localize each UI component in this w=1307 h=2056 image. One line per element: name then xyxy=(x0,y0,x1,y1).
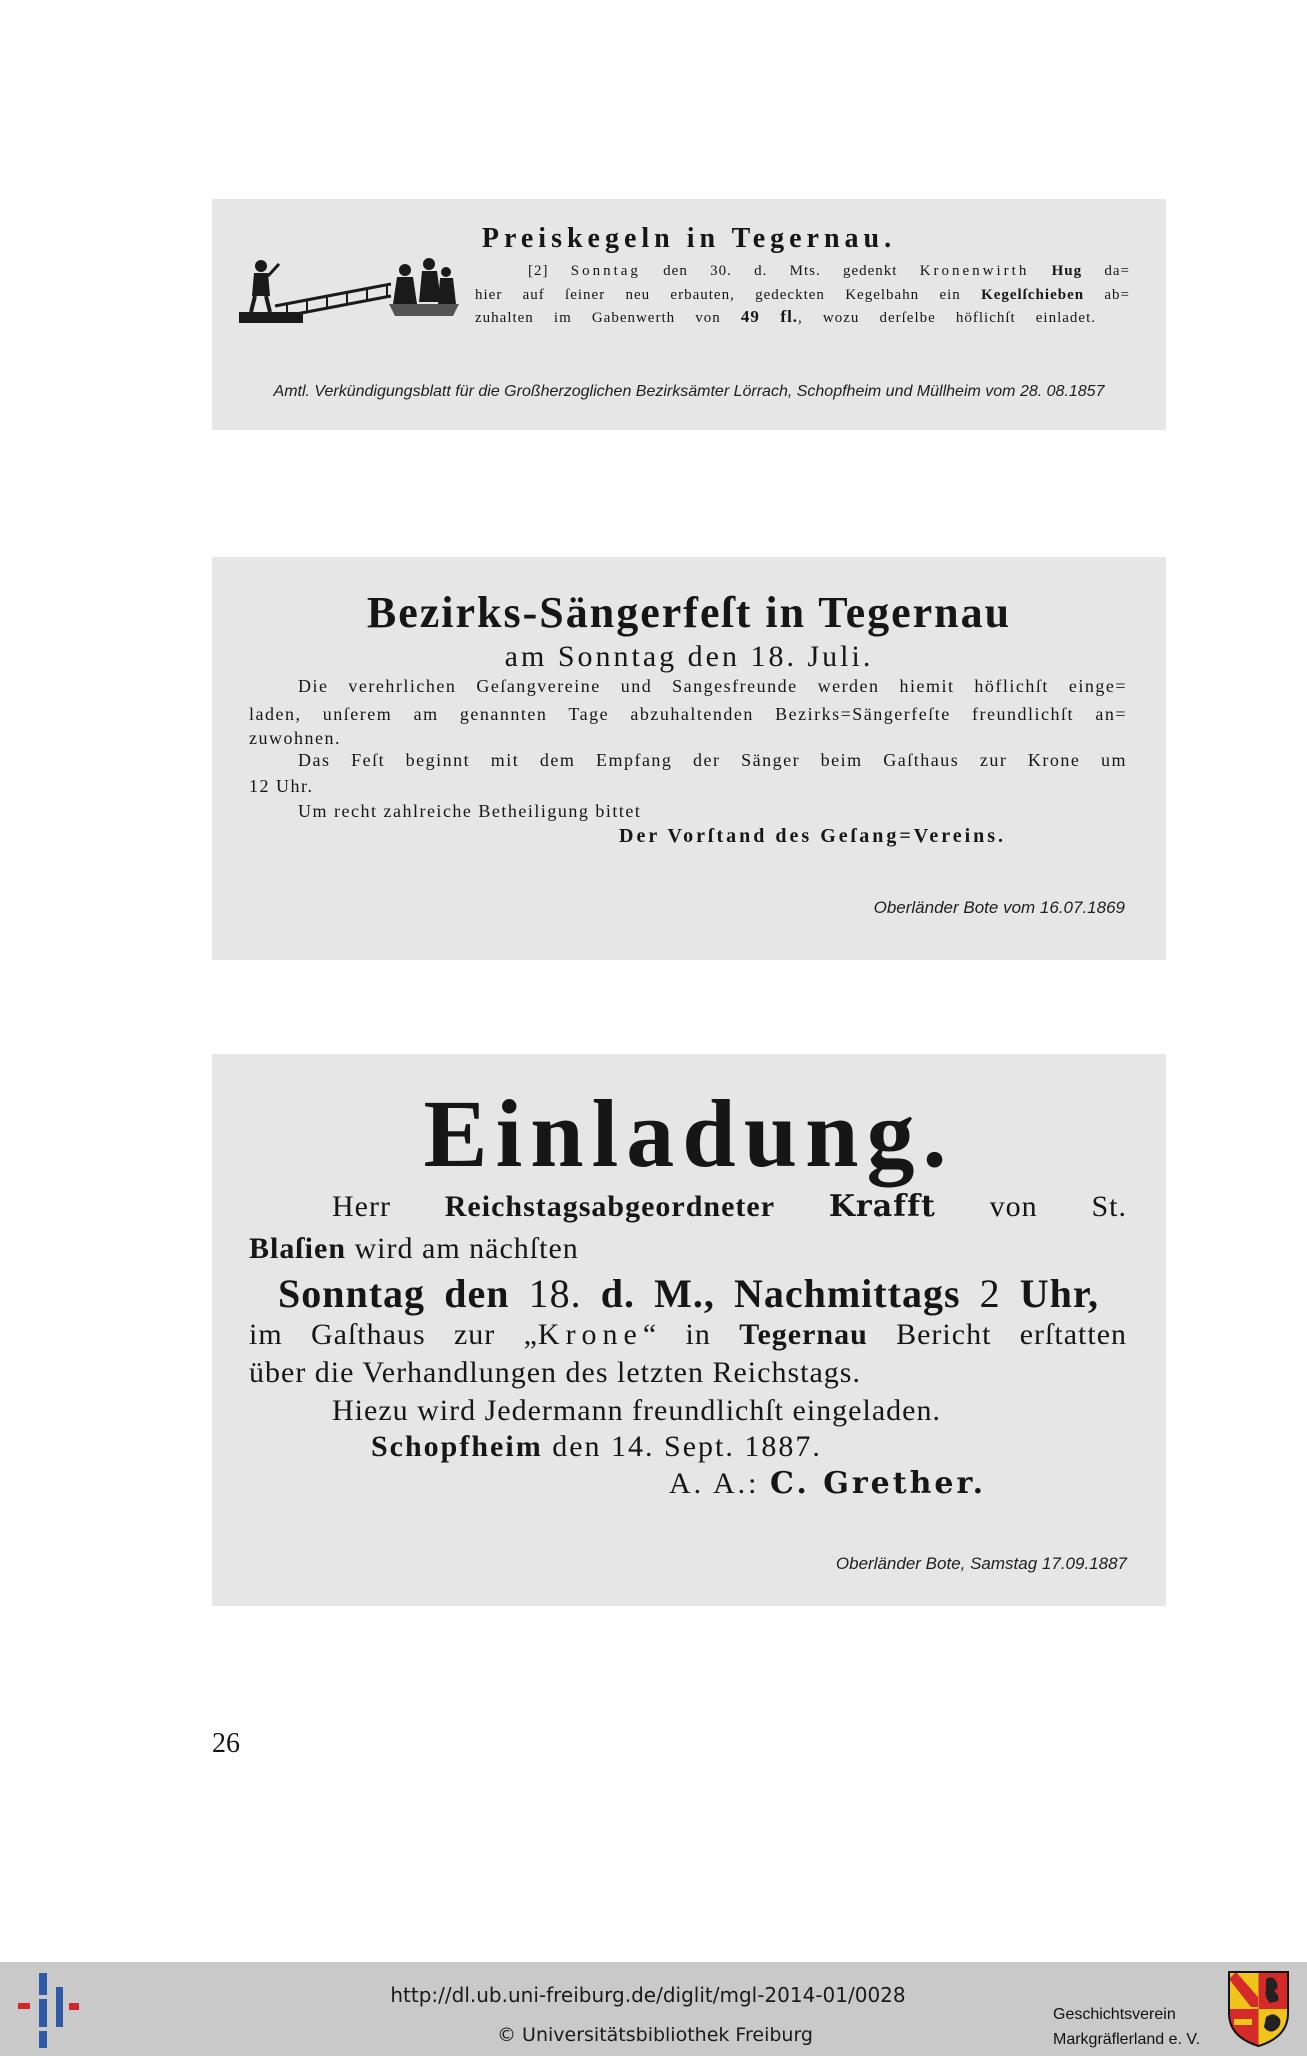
figure-body xyxy=(419,271,441,302)
text-segment: von St. xyxy=(935,1190,1127,1223)
crest-field xyxy=(1226,1969,1291,2049)
text-line xyxy=(332,1189,1127,1225)
text-segment: hier auf ſeiner neu erbauten, gedeckten Kegelbahn ein xyxy=(475,287,982,303)
text-segment: Krone xyxy=(537,1318,643,1351)
source-caption: Oberländer Bote, Samstag 17.09.1887 xyxy=(835,1554,1127,1573)
copyright-notice: © Universitätsbibliothek Freiburg xyxy=(497,2024,813,2046)
text-line: über die Verhandlungen des letzten Reichstags. xyxy=(249,1356,861,1389)
text-segment: Kronenwirth xyxy=(919,263,1030,279)
figure-head xyxy=(255,260,267,272)
text-line xyxy=(249,1317,1127,1353)
figure-leg xyxy=(251,296,255,312)
text-segment-bold: d. M., Nachmittags xyxy=(581,1271,980,1316)
clipping-einladung xyxy=(212,1054,1166,1606)
text-segment: den 14. Sept. 1887. xyxy=(542,1430,822,1463)
text-segment: Bericht erſtatten xyxy=(867,1318,1128,1351)
figure-head xyxy=(399,264,411,276)
logo-red-bar xyxy=(69,2003,79,2010)
clipping-saengerfest xyxy=(212,557,1166,960)
text-segment-bold: 49 fl. xyxy=(740,307,799,326)
crest-bar xyxy=(1234,2019,1252,2025)
text-segment: wird am nächſten xyxy=(346,1232,579,1265)
text-line: Das Feſt beginnt mit dem Empfang der Sänger beim Gaſthaus zur Krone um xyxy=(298,750,1127,770)
figure-arm xyxy=(268,264,279,276)
text-segment: den 30. d. Mts. gedenkt xyxy=(640,263,920,279)
text-line: zuwohnen. xyxy=(249,728,341,748)
lane-rail xyxy=(275,284,391,306)
signature: C. Grether. xyxy=(770,1466,987,1501)
text-segment xyxy=(775,1190,829,1223)
text-segment-bold: Reichstagsabgeordneter xyxy=(444,1190,776,1223)
coat-of-arms-icon xyxy=(1226,1969,1291,2049)
ground-shadow xyxy=(389,304,459,316)
text-segment-bold: Hug xyxy=(1051,263,1083,279)
text-segment: 2 xyxy=(979,1271,1001,1316)
crest-red-quarter xyxy=(1226,2009,1259,2049)
text-line xyxy=(528,260,1130,282)
text-segment xyxy=(1029,263,1051,279)
logo-blue-bar xyxy=(56,1987,63,2027)
text-segment: 18. xyxy=(528,1271,582,1316)
text-line xyxy=(249,1231,579,1267)
text-line: laden, unſerem am genannten Tage abzuhaltenden Bezirks=Sängerfeſte freundlichſt an= xyxy=(249,704,1127,724)
text-segment: da= xyxy=(1082,263,1130,279)
logo-red-bar xyxy=(18,2003,30,2009)
text-segment-bold: Uhr, xyxy=(1000,1271,1100,1316)
logo-blue-bar xyxy=(39,2031,47,2048)
text-segment: Herr xyxy=(332,1190,445,1223)
text-line xyxy=(278,1269,1099,1319)
text-segment: zuhalten im Gabenwerth von xyxy=(475,310,741,326)
text-segment-bold: Krafft xyxy=(828,1189,936,1224)
text-segment: im Gaſthaus zur „ xyxy=(249,1318,538,1351)
society-name-line1: Geschichtsverein xyxy=(1053,2006,1176,2023)
figure-body xyxy=(252,273,270,296)
text-line xyxy=(669,1466,986,1502)
figure-body xyxy=(438,278,456,304)
logo-blue-bar xyxy=(39,1973,47,1995)
lane-rail xyxy=(275,296,391,318)
spectator-group xyxy=(389,258,459,316)
text-segment-bold: Tegernau xyxy=(739,1318,868,1351)
footer-bar xyxy=(0,1962,1307,2056)
text-segment-bold: Sonntag den xyxy=(278,1271,529,1316)
clipping-subtitle: am Sonntag den 18. Juli. xyxy=(504,640,874,673)
text-segment-bold: Blaſien xyxy=(249,1232,347,1265)
ub-freiburg-logo-icon xyxy=(16,1973,80,2048)
text-segment: Sonntag xyxy=(570,263,641,279)
text-segment-bold: Kegelſchieben xyxy=(981,287,1085,303)
figure-body xyxy=(393,277,417,304)
text-line: Die verehrlichen Geſangvereine und Sangesfreunde werden hiemit höflichſt einge= xyxy=(298,676,1127,696)
text-line: Hiezu wird Jedermann freundlichſt eingeladen. xyxy=(332,1394,941,1427)
text-segment: , wozu derſelbe höflichſt einladet. xyxy=(798,310,1096,326)
clipping-title: Preiskegeln in Tegernau. xyxy=(481,223,897,254)
kegelbahn-illustration xyxy=(239,256,461,325)
text-segment: ab= xyxy=(1084,287,1130,303)
text-line xyxy=(475,284,1130,306)
page-number: 26 xyxy=(212,1728,240,1759)
bowler-figure xyxy=(251,260,279,312)
society-name-line2: Markgräflerland e. V. xyxy=(1053,2031,1201,2048)
text-segment: A. A.: xyxy=(669,1467,771,1500)
figure-leg xyxy=(266,296,270,312)
text-line: Um recht zahlreiche Betheiligung bittet xyxy=(298,801,642,821)
text-segment: “ in xyxy=(642,1318,740,1351)
figure-head xyxy=(423,258,435,270)
signature: Der Vorſtand des Geſang=Vereins. xyxy=(619,825,1007,847)
source-caption: Amtl. Verkündigungsblatt für die Großherzoglichen Bezirksämter Lörrach, Schopfheim und Müllheim vom 28. 08.1857 xyxy=(273,383,1105,400)
text-line xyxy=(475,306,1096,329)
clipping-title: Einladung. xyxy=(423,1080,955,1187)
figure-head xyxy=(441,267,451,277)
document-url-link[interactable]: http://dl.ub.uni-freiburg.de/diglit/mgl-2014-01/0028 xyxy=(390,1983,906,2007)
clipping-title: Bezirks-Sängerfeſt in Tegernau xyxy=(366,588,1012,637)
logo-blue-bar xyxy=(39,1999,47,2027)
text-segment-bold: Schopfheim xyxy=(371,1430,543,1463)
source-caption: Oberländer Bote vom 16.07.1869 xyxy=(873,898,1125,917)
text-line xyxy=(371,1429,822,1465)
text-segment: [2] xyxy=(528,263,571,279)
text-line: 12 Uhr. xyxy=(249,776,314,796)
clipping-preiskegeln xyxy=(212,199,1166,430)
